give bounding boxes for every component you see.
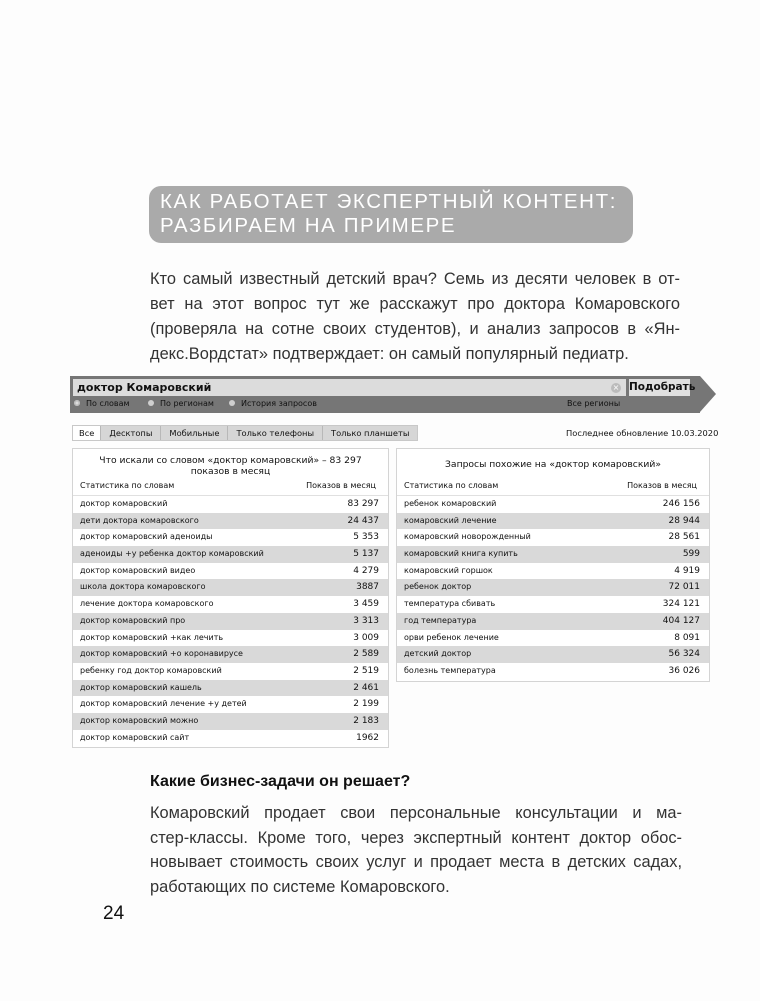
tab-all[interactable]: Все: [73, 426, 100, 440]
table-row[interactable]: [73, 579, 388, 596]
intro-paragraph: [150, 267, 680, 367]
radio-icon: [148, 400, 154, 406]
keyword-phrase[interactable]: ребенку год доктор комаровский: [80, 665, 222, 675]
impressions-count: 8 091: [674, 632, 700, 643]
keyword-stats-panel: [72, 448, 389, 748]
keyword-phrase[interactable]: год температура: [404, 615, 477, 625]
keyword-phrase[interactable]: доктор комаровский: [80, 499, 168, 508]
heading-line-1: КАК РАБОТАЕТ ЭКСПЕРТНЫЙ КОНТЕНТ:: [160, 190, 617, 213]
impressions-count: 324 121: [662, 599, 700, 610]
impressions-count: 1962: [356, 732, 379, 743]
table-row[interactable]: [73, 680, 388, 697]
body-paragraph: [150, 801, 682, 899]
table-row[interactable]: [397, 663, 709, 680]
similar-queries-panel: [396, 448, 710, 682]
impressions-count: 24 437: [347, 515, 379, 526]
heading-line-2: РАЗБИРАЕМ НА ПРИМЕРЕ: [160, 214, 457, 237]
keyword-phrase[interactable]: комаровский лечение: [404, 515, 497, 525]
table-row[interactable]: [73, 696, 388, 713]
keyword-phrase[interactable]: школа доктора комаровского: [80, 582, 206, 592]
keyword-phrase[interactable]: ребенок доктор: [404, 582, 472, 592]
impressions-count: 83 297: [347, 499, 379, 509]
table-row[interactable]: [73, 730, 388, 747]
impressions-count: 56 324: [668, 649, 700, 660]
panel-title: [397, 449, 709, 479]
radio-by-words[interactable]: [74, 399, 130, 408]
page-number: 24: [103, 903, 125, 924]
impressions-count: 5 353: [353, 532, 379, 543]
panel-title-line: показов в месяц: [190, 466, 271, 477]
column-header-count: Показов в месяц: [627, 481, 697, 490]
column-header-phrase: Статистика по словам: [404, 481, 499, 490]
keyword-phrase[interactable]: доктор комаровский лечение +у детей: [80, 699, 247, 709]
impressions-count: 4 919: [674, 565, 700, 576]
keyword-phrase[interactable]: доктор комаровский видео: [80, 565, 196, 575]
radio-by-regions[interactable]: [148, 399, 214, 408]
table-row[interactable]: [73, 496, 388, 513]
body-line: работающих по системе Комаровского.: [150, 877, 450, 896]
table-row[interactable]: [397, 646, 709, 663]
impressions-count: 72 011: [668, 582, 700, 593]
keyword-phrase[interactable]: комаровский горшок: [404, 565, 493, 575]
impressions-count: 5 137: [353, 549, 379, 560]
table-row[interactable]: [73, 596, 388, 613]
impressions-count: 3 009: [353, 632, 379, 643]
table-row[interactable]: [73, 713, 388, 730]
keyword-phrase[interactable]: болезнь температура: [404, 665, 496, 675]
table-row[interactable]: [73, 663, 388, 680]
tab-desktops[interactable]: Десктопы: [100, 426, 160, 440]
intro-line: декс.Вордстат» подтверждает: он самый популярный педиатр.: [150, 345, 629, 363]
keyword-phrase[interactable]: температура сбивать: [404, 599, 496, 609]
table-row[interactable]: [73, 630, 388, 647]
impressions-count: 2 199: [353, 699, 379, 710]
keyword-phrase[interactable]: доктор комаровский +как лечить: [80, 632, 224, 642]
table-row[interactable]: [397, 546, 709, 563]
keyword-phrase[interactable]: доктор комаровский +о коронавирусе: [80, 649, 243, 659]
radio-icon: [229, 400, 235, 406]
tab-tablets-only[interactable]: Только планшеты: [322, 426, 417, 440]
radio-history[interactable]: [229, 399, 317, 408]
impressions-count: 2 183: [353, 715, 379, 726]
search-bar-arrow-shape: [700, 376, 716, 412]
impressions-count: 2 461: [353, 682, 379, 693]
keyword-phrase[interactable]: комаровский новорожденный: [404, 532, 531, 542]
impressions-count: 2 519: [353, 665, 379, 676]
radio-label: По регионам: [160, 399, 214, 408]
table-row[interactable]: [397, 496, 709, 513]
keyword-phrase[interactable]: ребенок комаровский: [404, 499, 497, 508]
impressions-count: 3887: [356, 582, 379, 593]
keyword-phrase[interactable]: детский доктор: [404, 649, 472, 659]
impressions-count: 36 026: [668, 665, 700, 676]
radio-selected-icon: [74, 400, 80, 406]
impressions-count: 599: [682, 549, 700, 560]
impressions-count: 3 313: [353, 615, 379, 626]
clear-icon[interactable]: ×: [612, 383, 620, 392]
impressions-count: 246 156: [662, 499, 700, 509]
radio-label: По словам: [86, 399, 130, 408]
tab-phones-only[interactable]: Только телефоны: [227, 426, 322, 440]
table-row[interactable]: [73, 646, 388, 663]
table-row[interactable]: [73, 529, 388, 546]
table-header: [397, 479, 709, 496]
column-header-phrase: Статистика по словам: [80, 481, 175, 490]
last-update-label: Последнее обновление 10.03.2020: [566, 428, 719, 438]
subheading: Какие бизнес-задачи он решает?: [150, 773, 411, 790]
keyword-phrase[interactable]: доктор комаровский кашель: [80, 682, 202, 692]
keyword-phrase[interactable]: доктор комаровский сайт: [80, 732, 190, 742]
body-line: Комаровский продает свои персональные консультации и ма-: [150, 804, 682, 822]
panel-title: [73, 449, 388, 479]
impressions-count: 3 459: [353, 599, 379, 610]
table-row[interactable]: [73, 613, 388, 630]
body-line: стер-классы. Кроме того, через экспертный контент доктор обос-: [150, 828, 682, 847]
keyword-phrase[interactable]: орви ребенок лечение: [404, 632, 499, 642]
search-input[interactable]: доктор Комаровский: [73, 379, 626, 396]
impressions-count: 28 944: [668, 515, 700, 526]
keyword-phrase[interactable]: комаровский книга купить: [404, 549, 518, 559]
radio-label: История запросов: [241, 399, 317, 408]
table-row[interactable]: [73, 546, 388, 563]
keyword-phrase[interactable]: доктор комаровский можно: [80, 715, 199, 725]
table-row[interactable]: [397, 579, 709, 596]
impressions-count: 404 127: [662, 615, 700, 626]
intro-line: вет на этот вопрос тут же расскажут про доктора Комаровского: [150, 295, 680, 313]
table-row[interactable]: [397, 529, 709, 546]
tab-mobile[interactable]: Мобильные: [160, 426, 227, 440]
table-row[interactable]: [73, 563, 388, 580]
table-row[interactable]: [397, 630, 709, 647]
intro-line: Кто самый известный детский врач? Семь из десяти человек в от-: [150, 270, 680, 288]
intro-line: (проверяла на сотне своих студентов), и анализ запросов в «Ян-: [150, 320, 680, 338]
keyword-rows: [73, 496, 388, 746]
table-row[interactable]: [397, 596, 709, 613]
table-header: [73, 479, 388, 496]
keyword-phrase[interactable]: аденоиды +у ребенка доктор комаровский: [80, 549, 264, 559]
table-row[interactable]: [397, 513, 709, 530]
body-line: новывает стоимость своих услуг и продает места в детских садах,: [150, 853, 682, 871]
impressions-count: 4 279: [353, 565, 379, 576]
keyword-phrase[interactable]: дети доктора комаровского: [80, 515, 199, 525]
panel-title-line: Что искали со словом «доктор комаровский» – 83 297: [99, 455, 362, 466]
impressions-count: 2 589: [353, 649, 379, 660]
region-selector[interactable]: Все регионы: [567, 399, 621, 408]
table-row[interactable]: [73, 513, 388, 530]
similar-rows: [397, 496, 709, 680]
impressions-count: 28 561: [668, 532, 700, 543]
column-header-count: Показов в месяц: [306, 481, 376, 490]
device-tabs: [72, 425, 418, 441]
keyword-phrase[interactable]: лечение доктора комаровского: [80, 599, 214, 609]
section-heading: [149, 186, 633, 243]
table-row[interactable]: [397, 613, 709, 630]
panel-title-line: Запросы похожие на «доктор комаровский»: [445, 459, 661, 470]
keyword-phrase[interactable]: доктор комаровский про: [80, 615, 186, 625]
table-row[interactable]: [397, 563, 709, 580]
keyword-phrase[interactable]: доктор комаровский аденоиды: [80, 532, 213, 542]
search-button[interactable]: Подобрать: [629, 379, 690, 396]
